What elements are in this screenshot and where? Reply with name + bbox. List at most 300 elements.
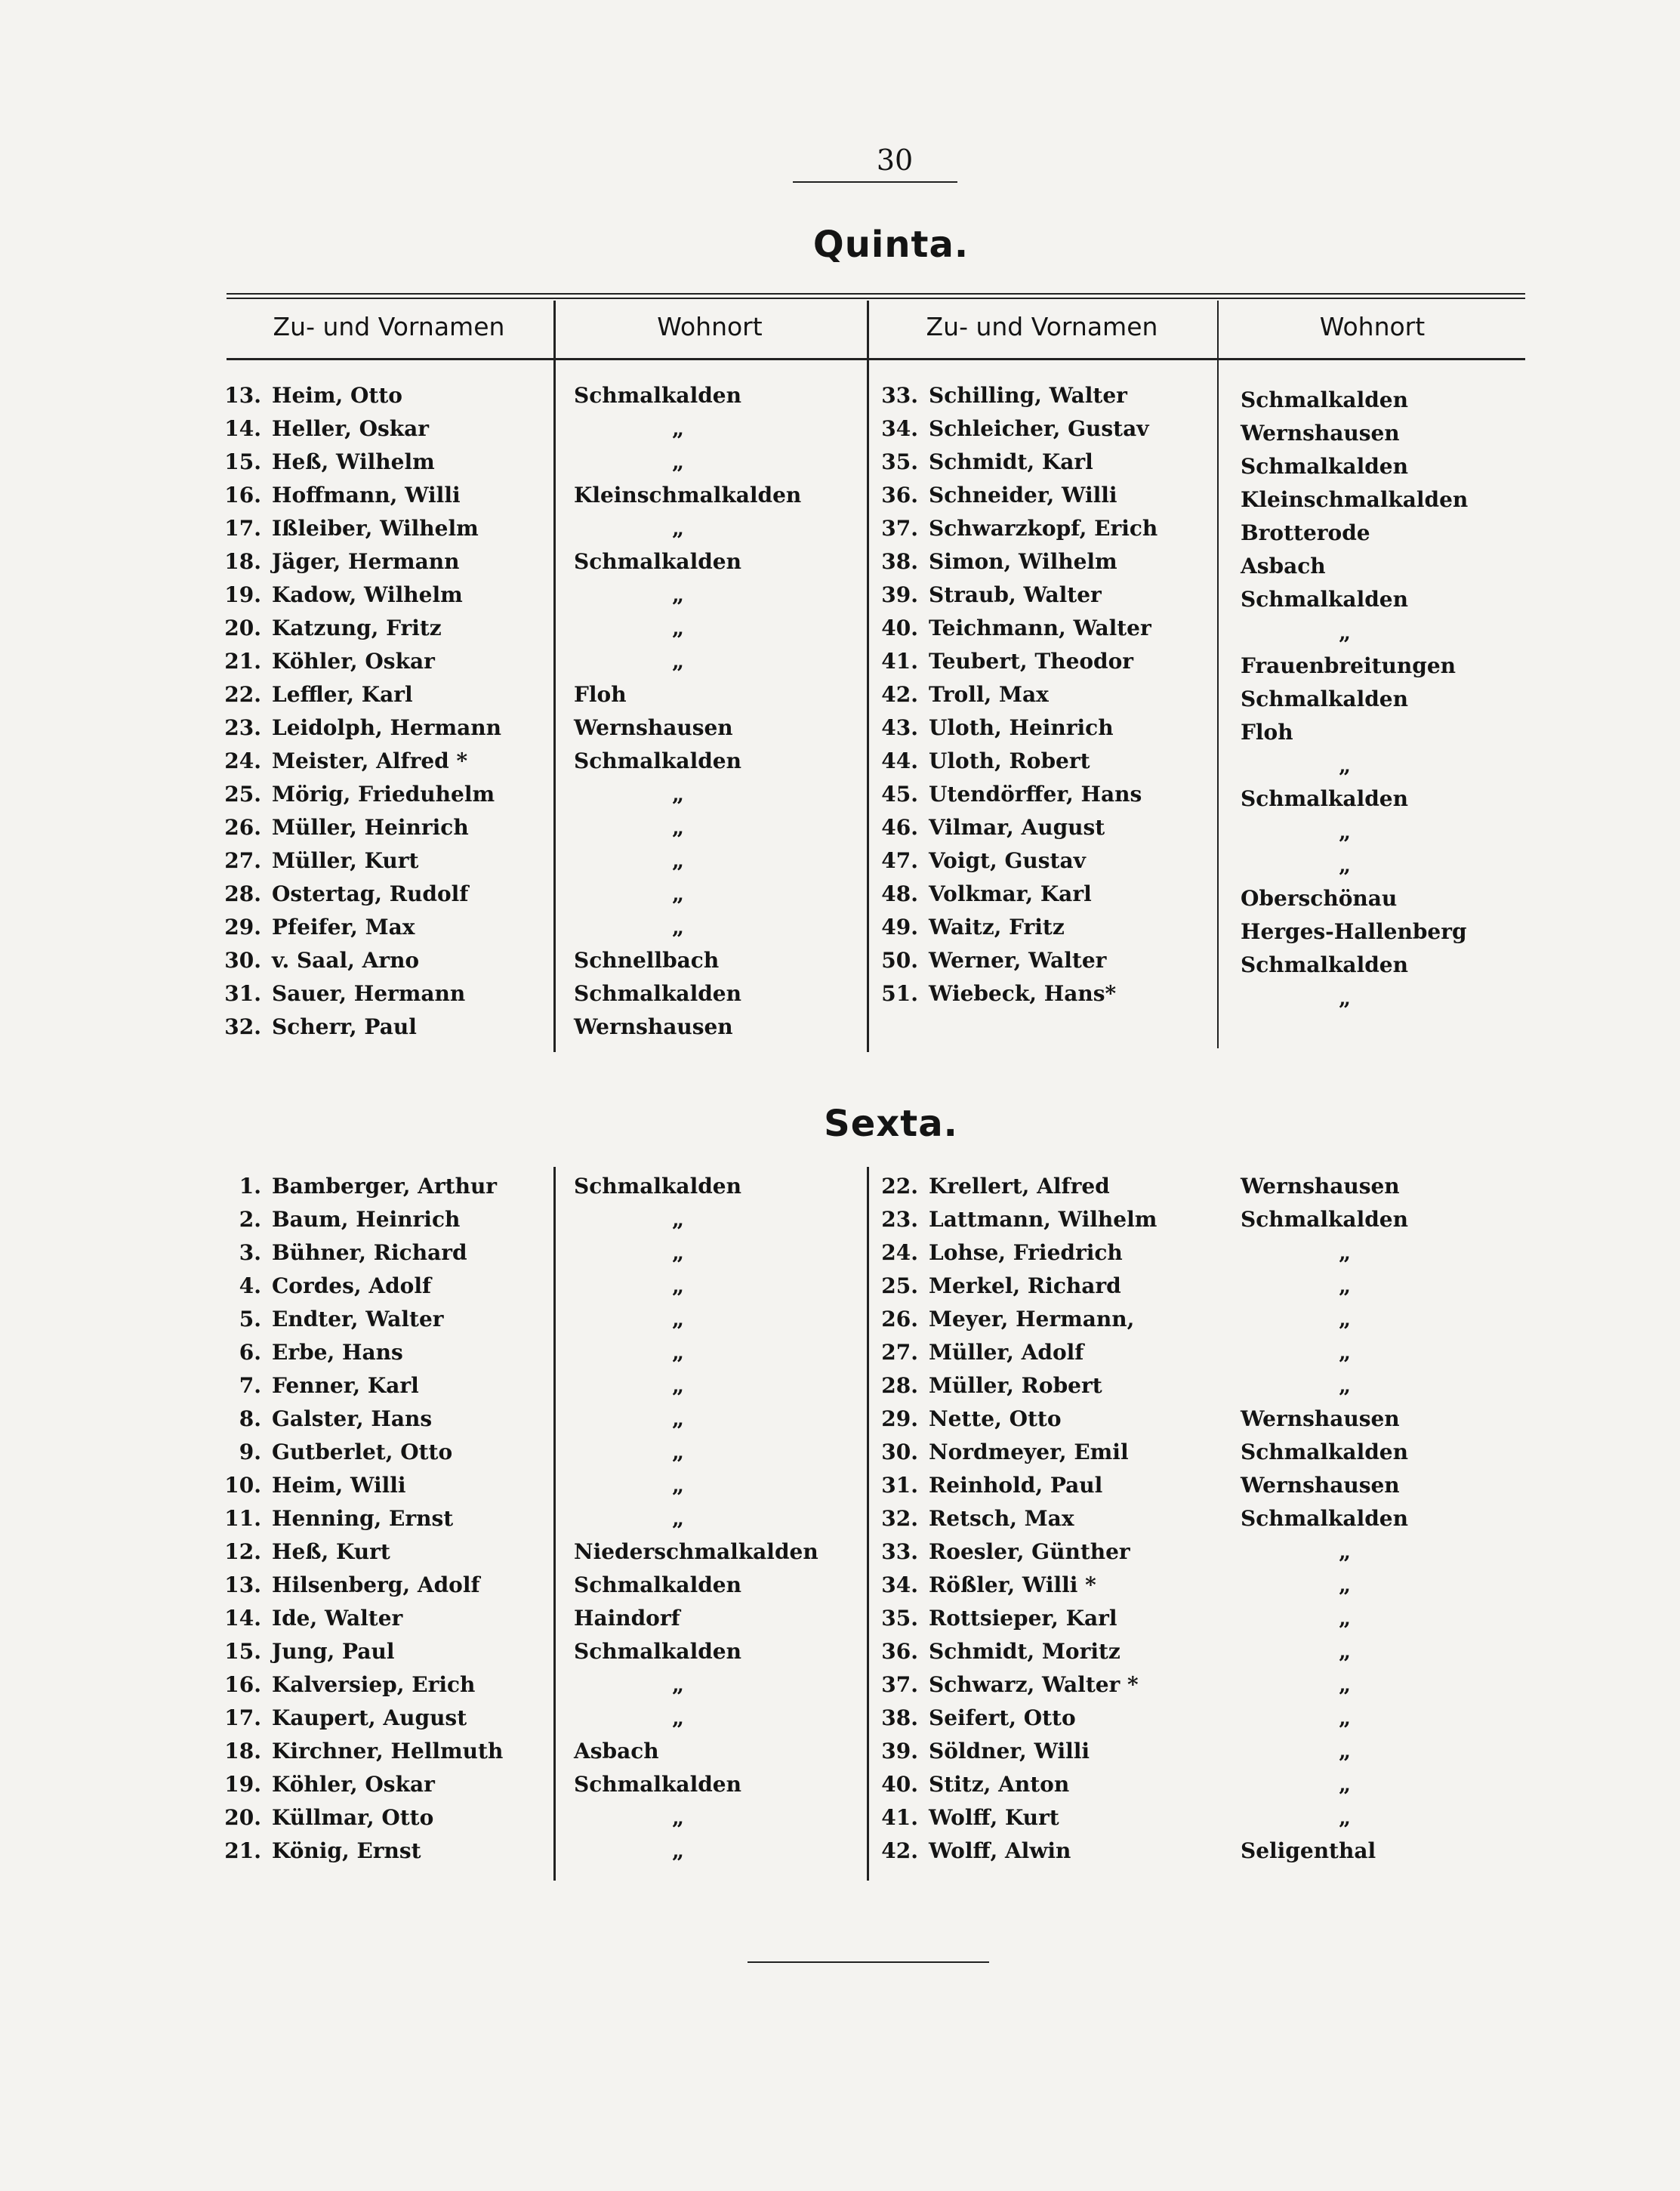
item-place: Schmalkalden [1241, 786, 1408, 811]
list-item [219, 1403, 503, 1436]
item-name: Jung, Paul [272, 1639, 395, 1664]
list-item [876, 745, 1158, 778]
item-name: Rottsieper, Karl [929, 1606, 1117, 1631]
list-item [219, 1469, 503, 1502]
ditto-mark: „ [672, 1273, 685, 1298]
item-place: Schmalkalden [1241, 454, 1408, 479]
item-place: Schmalkalden [1241, 1207, 1408, 1232]
item-name: Werner, Walter [929, 948, 1107, 973]
item-name: Retsch, Max [929, 1506, 1074, 1531]
item-name: Kaupert, August [272, 1705, 467, 1730]
item-number: 18. [224, 549, 261, 574]
item-number: 32. [224, 1014, 261, 1039]
item-name: Teichmann, Walter [929, 616, 1151, 640]
item-place: Schmalkalden [574, 748, 741, 773]
item-name: Lohse, Friedrich [929, 1240, 1123, 1265]
item-number: 16. [224, 1672, 261, 1697]
item-place: Wernshausen [1241, 1473, 1400, 1498]
list-item [219, 844, 501, 878]
list-item [219, 1336, 503, 1369]
item-number: 19. [224, 582, 261, 607]
sexta-title: Sexta. [824, 1103, 958, 1145]
item-place: Haindorf [574, 1606, 680, 1631]
list-item [219, 1011, 501, 1044]
ditto-mark: „ [1339, 819, 1352, 844]
closing-rule [748, 1961, 989, 1963]
item-place: Oberschönau [1241, 886, 1398, 911]
list-item [219, 745, 501, 778]
list-item [219, 1535, 503, 1569]
ditto-mark: „ [1339, 1273, 1352, 1298]
item-name: Müller, Kurt [272, 848, 419, 873]
ditto-mark: „ [672, 815, 685, 840]
list-item [876, 512, 1158, 545]
list-item [876, 645, 1158, 678]
list-item [876, 1170, 1157, 1203]
item-number: 42. [881, 1838, 918, 1863]
item-name: Katzung, Fritz [272, 616, 442, 640]
list-item [219, 1569, 503, 1602]
ditto-mark: „ [1339, 1539, 1352, 1564]
list-item [219, 1635, 503, 1668]
item-place: Brotterode [1241, 520, 1370, 545]
item-name: Mörig, Frieduhelm [272, 782, 495, 807]
item-number: 45. [881, 782, 918, 807]
item-place: Frauenbreitungen [1241, 653, 1456, 678]
item-number: 17. [224, 1705, 261, 1730]
item-number: 36. [881, 483, 918, 508]
list-item [219, 1801, 503, 1835]
quinta-divider-3 [1217, 301, 1219, 1048]
item-number: 2. [239, 1207, 261, 1232]
ditto-mark: „ [672, 516, 685, 541]
item-place: Schmalkalden [574, 549, 741, 574]
item-number: 14. [224, 1606, 261, 1631]
item-name: Pfeifer, Max [272, 915, 415, 940]
item-name: Leffler, Karl [272, 682, 413, 707]
ditto-mark: „ [672, 1805, 685, 1830]
item-place: Schmalkalden [1241, 687, 1408, 711]
list-item [876, 446, 1158, 479]
ditto-mark: „ [1339, 1705, 1352, 1730]
list-item [219, 1369, 503, 1403]
quinta-divider-1 [553, 301, 556, 1052]
list-item [876, 379, 1158, 412]
item-number: 35. [881, 1606, 918, 1631]
ditto-mark: „ [672, 881, 685, 906]
item-name: Söldner, Willi [929, 1739, 1090, 1764]
item-place: Schmalkalden [574, 1639, 741, 1664]
item-place: Wernshausen [574, 1014, 733, 1039]
ditto-mark: „ [672, 616, 685, 640]
item-name: Voigt, Gustav [929, 848, 1086, 873]
ditto-mark: „ [672, 416, 685, 441]
item-number: 39. [881, 1739, 918, 1764]
item-name: Sauer, Hermann [272, 981, 466, 1006]
item-number: 33. [881, 383, 918, 408]
item-number: 32. [881, 1506, 918, 1531]
item-number: 5. [239, 1307, 261, 1332]
ditto-mark: „ [1339, 1639, 1352, 1664]
item-name: Meister, Alfred * [272, 748, 468, 773]
ditto-mark: „ [1339, 1805, 1352, 1830]
ditto-mark: „ [672, 449, 685, 474]
ditto-mark: „ [1339, 1572, 1352, 1597]
item-number: 10. [224, 1473, 261, 1498]
ditto-mark: „ [672, 915, 685, 940]
list-item [219, 1502, 503, 1535]
ditto-mark: „ [1339, 1739, 1352, 1764]
item-name: Heim, Otto [272, 383, 402, 408]
item-name: Bamberger, Arthur [272, 1174, 498, 1199]
list-item [219, 1236, 503, 1270]
list-item [219, 1602, 503, 1635]
header-names-left: Zu- und Vornamen [273, 312, 505, 341]
list-item [876, 711, 1158, 745]
item-number: 34. [881, 1572, 918, 1597]
item-place: Wernshausen [1241, 1174, 1400, 1199]
page-number: 30 [876, 143, 914, 177]
item-name: Cordes, Adolf [272, 1273, 432, 1298]
list-item [876, 977, 1158, 1011]
header-residence-right: Wohnort [1319, 312, 1426, 341]
item-number: 29. [881, 1406, 918, 1431]
item-name: Baum, Heinrich [272, 1207, 461, 1232]
list-item [876, 412, 1158, 446]
item-number: 44. [881, 748, 918, 773]
list-item [876, 844, 1158, 878]
item-number: 22. [224, 682, 261, 707]
item-number: 13. [224, 383, 261, 408]
list-item [876, 678, 1158, 711]
list-item [219, 479, 501, 512]
item-place: Schmalkalden [574, 1174, 741, 1199]
item-number: 17. [224, 516, 261, 541]
item-place: Niederschmalkalden [574, 1539, 818, 1564]
item-number: 36. [881, 1639, 918, 1664]
list-item [219, 1270, 503, 1303]
list-item [219, 1668, 503, 1702]
list-item [219, 545, 501, 579]
item-name: Uloth, Heinrich [929, 715, 1114, 740]
item-name: Kadow, Wilhelm [272, 582, 463, 607]
item-number: 23. [881, 1207, 918, 1232]
item-name: Müller, Robert [929, 1373, 1102, 1398]
list-item [219, 1768, 503, 1801]
list-item [876, 1835, 1157, 1868]
item-name: Uloth, Robert [929, 748, 1090, 773]
list-item [219, 1170, 503, 1203]
item-place: Floh [1241, 720, 1293, 745]
item-name: Seifert, Otto [929, 1705, 1076, 1730]
item-name: Teubert, Theodor [929, 649, 1134, 674]
item-number: 43. [881, 715, 918, 740]
sexta-right-names [876, 1170, 1157, 1868]
item-name: Fenner, Karl [272, 1373, 419, 1398]
item-place: Schmalkalden [574, 981, 741, 1006]
item-name: Volkmar, Karl [929, 881, 1092, 906]
list-item [219, 512, 501, 545]
item-number: 25. [881, 1273, 918, 1298]
ditto-mark: „ [672, 1838, 685, 1863]
item-name: Köhler, Oskar [272, 649, 435, 674]
item-number: 19. [224, 1772, 261, 1797]
header-top-rule-inner [227, 298, 1525, 299]
item-number: 18. [224, 1739, 261, 1764]
list-item [876, 1303, 1157, 1336]
list-item [219, 1835, 503, 1868]
list-item [219, 446, 501, 479]
item-number: 28. [224, 881, 261, 906]
ditto-mark: „ [672, 1307, 685, 1332]
list-item [219, 1303, 503, 1336]
item-place: Wernshausen [1241, 1406, 1400, 1431]
item-place: Asbach [1241, 554, 1326, 579]
list-item [219, 645, 501, 678]
item-number: 46. [881, 815, 918, 840]
item-number: 14. [224, 416, 261, 441]
ditto-mark: „ [1339, 1340, 1352, 1365]
item-place: Wernshausen [574, 715, 733, 740]
item-place: Seligenthal [1241, 1838, 1376, 1863]
sexta-right-places [1241, 1170, 1408, 1868]
item-name: Gutberlet, Otto [272, 1440, 453, 1464]
item-name: Schwarz, Walter * [929, 1672, 1139, 1697]
item-name: Ißleiber, Wilhelm [272, 516, 479, 541]
list-item [219, 911, 501, 944]
item-name: Schilling, Walter [929, 383, 1127, 408]
list-item [876, 1635, 1157, 1668]
list-item [219, 977, 501, 1011]
list-item [876, 579, 1158, 612]
sexta-left-places [574, 1170, 818, 1868]
list-item [876, 1569, 1157, 1602]
list-item [876, 944, 1158, 977]
item-number: 50. [881, 948, 918, 973]
item-name: Vilmar, August [929, 815, 1105, 840]
item-name: Kirchner, Hellmuth [272, 1739, 504, 1764]
item-name: Heim, Willi [272, 1473, 406, 1498]
item-number: 15. [224, 1639, 261, 1664]
item-place: Schmalkalden [1241, 952, 1408, 977]
list-item [876, 811, 1158, 844]
item-name: Heller, Oskar [272, 416, 430, 441]
list-item [876, 1502, 1157, 1535]
item-name: Heß, Kurt [272, 1539, 390, 1564]
item-number: 11. [224, 1506, 261, 1531]
quinta-title: Quinta. [812, 224, 969, 266]
item-name: Krellert, Alfred [929, 1174, 1110, 1199]
list-item [876, 1801, 1157, 1835]
list-item [876, 1436, 1157, 1469]
item-name: Nordmeyer, Emil [929, 1440, 1129, 1464]
item-name: Roesler, Günther [929, 1539, 1130, 1564]
item-name: Ide, Walter [272, 1606, 403, 1631]
ditto-mark: „ [672, 649, 685, 674]
list-item [876, 545, 1158, 579]
item-name: Hilsenberg, Adolf [272, 1572, 480, 1597]
ditto-mark: „ [672, 1207, 685, 1232]
item-name: Utendörffer, Hans [929, 782, 1142, 807]
item-name: Hoffmann, Willi [272, 483, 461, 508]
item-number: 27. [881, 1340, 918, 1365]
list-item [876, 1469, 1157, 1502]
header-residence-left: Wohnort [657, 312, 763, 341]
ditto-mark: „ [1339, 853, 1352, 878]
ditto-mark: „ [1339, 1307, 1352, 1332]
item-place: Schmalkalden [1241, 1440, 1408, 1464]
list-item [219, 1436, 503, 1469]
item-number: 34. [881, 416, 918, 441]
item-number: 29. [224, 915, 261, 940]
ditto-mark: „ [672, 1473, 685, 1498]
item-place: Wernshausen [1241, 421, 1400, 446]
item-number: 1. [239, 1174, 261, 1199]
list-item [219, 678, 501, 711]
ditto-mark: „ [1339, 1373, 1352, 1398]
list-item [876, 1270, 1157, 1303]
item-name: Endter, Walter [272, 1307, 444, 1332]
item-number: 25. [224, 782, 261, 807]
item-number: 3. [239, 1240, 261, 1265]
item-number: 23. [224, 715, 261, 740]
ditto-mark: „ [672, 1440, 685, 1464]
item-name: Merkel, Richard [929, 1273, 1121, 1298]
item-name: Reinhold, Paul [929, 1473, 1103, 1498]
item-number: 26. [881, 1307, 918, 1332]
item-place: Schmalkalden [1241, 1506, 1408, 1531]
item-name: Simon, Wilhelm [929, 549, 1117, 574]
item-name: Heß, Wilhelm [272, 449, 435, 474]
ditto-mark: „ [672, 1506, 685, 1531]
ditto-mark: „ [672, 782, 685, 807]
list-item [876, 1203, 1157, 1236]
list-item [219, 711, 501, 745]
item-number: 9. [239, 1440, 261, 1464]
item-place: Kleinschmalkalden [1241, 487, 1469, 512]
ditto-mark: „ [672, 1705, 685, 1730]
list-item [219, 579, 501, 612]
item-number: 37. [881, 516, 918, 541]
item-number: 6. [239, 1340, 261, 1365]
item-number: 15. [224, 449, 261, 474]
quinta-right-places [1241, 384, 1468, 1015]
ditto-mark: „ [672, 582, 685, 607]
item-place: Herges-Hallenberg [1241, 919, 1467, 944]
ditto-mark: „ [1339, 620, 1352, 645]
item-number: 20. [224, 1805, 261, 1830]
header-top-rule [227, 293, 1525, 295]
ditto-mark: „ [1339, 986, 1352, 1011]
item-number: 49. [881, 915, 918, 940]
list-item [876, 1602, 1157, 1635]
item-name: Jäger, Hermann [272, 549, 460, 574]
item-name: Scherr, Paul [272, 1014, 417, 1039]
list-item [219, 878, 501, 911]
item-name: Schleicher, Gustav [929, 416, 1149, 441]
item-name: Bühner, Richard [272, 1240, 467, 1265]
item-name: Straub, Walter [929, 582, 1102, 607]
ditto-mark: „ [1339, 1240, 1352, 1265]
list-item [876, 1336, 1157, 1369]
quinta-right-names [876, 379, 1158, 1011]
item-number: 13. [224, 1572, 261, 1597]
list-item [876, 479, 1158, 512]
list-item [219, 379, 501, 412]
item-name: Henning, Ernst [272, 1506, 454, 1531]
list-item [876, 1668, 1157, 1702]
list-item [219, 944, 501, 977]
item-place: Schmalkalden [574, 1772, 741, 1797]
item-number: 33. [881, 1539, 918, 1564]
list-item [876, 878, 1158, 911]
quinta-left-names [219, 379, 501, 1044]
list-item [876, 1535, 1157, 1569]
ditto-mark: „ [1339, 753, 1352, 778]
ditto-mark: „ [672, 1373, 685, 1398]
item-place: Schmalkalden [1241, 587, 1408, 612]
list-item [219, 778, 501, 811]
item-number: 41. [881, 1805, 918, 1830]
list-item [219, 1702, 503, 1735]
item-name: Meyer, Hermann, [929, 1307, 1135, 1332]
list-item [219, 412, 501, 446]
ditto-mark: „ [1339, 1606, 1352, 1631]
item-number: 26. [224, 815, 261, 840]
list-item [876, 911, 1158, 944]
item-place: Schnellbach [574, 948, 720, 973]
item-number: 27. [224, 848, 261, 873]
list-item [219, 612, 501, 645]
item-number: 16. [224, 483, 261, 508]
ditto-mark: „ [672, 1340, 685, 1365]
ditto-mark: „ [1339, 1772, 1352, 1797]
item-name: Nette, Otto [929, 1406, 1062, 1431]
header-names-right: Zu- und Vornamen [926, 312, 1158, 341]
item-number: 31. [224, 981, 261, 1006]
item-number: 40. [881, 1772, 918, 1797]
item-place: Kleinschmalkalden [574, 483, 802, 508]
item-place: Schmalkalden [1241, 387, 1408, 412]
item-number: 21. [224, 1838, 261, 1863]
ditto-mark: „ [672, 1406, 685, 1431]
list-item [219, 1203, 503, 1236]
list-item [219, 811, 501, 844]
list-item [876, 1702, 1157, 1735]
item-name: Galster, Hans [272, 1406, 433, 1431]
item-name: Müller, Heinrich [272, 815, 469, 840]
item-number: 47. [881, 848, 918, 873]
list-item [876, 1735, 1157, 1768]
item-name: Lattmann, Wilhelm [929, 1207, 1158, 1232]
item-number: 4. [239, 1273, 261, 1298]
item-number: 39. [881, 582, 918, 607]
item-name: Köhler, Oskar [272, 1772, 435, 1797]
list-item [876, 1369, 1157, 1403]
item-place: Schmalkalden [574, 1572, 741, 1597]
item-name: Müller, Adolf [929, 1340, 1084, 1365]
item-number: 31. [881, 1473, 918, 1498]
item-number: 30. [881, 1440, 918, 1464]
list-item [876, 1403, 1157, 1436]
item-name: Kalversiep, Erich [272, 1672, 476, 1697]
ditto-mark: „ [672, 848, 685, 873]
sexta-divider-2 [867, 1167, 869, 1881]
item-number: 22. [881, 1174, 918, 1199]
ditto-mark: „ [1339, 1672, 1352, 1697]
item-place: Asbach [574, 1739, 659, 1764]
item-number: 8. [239, 1406, 261, 1431]
